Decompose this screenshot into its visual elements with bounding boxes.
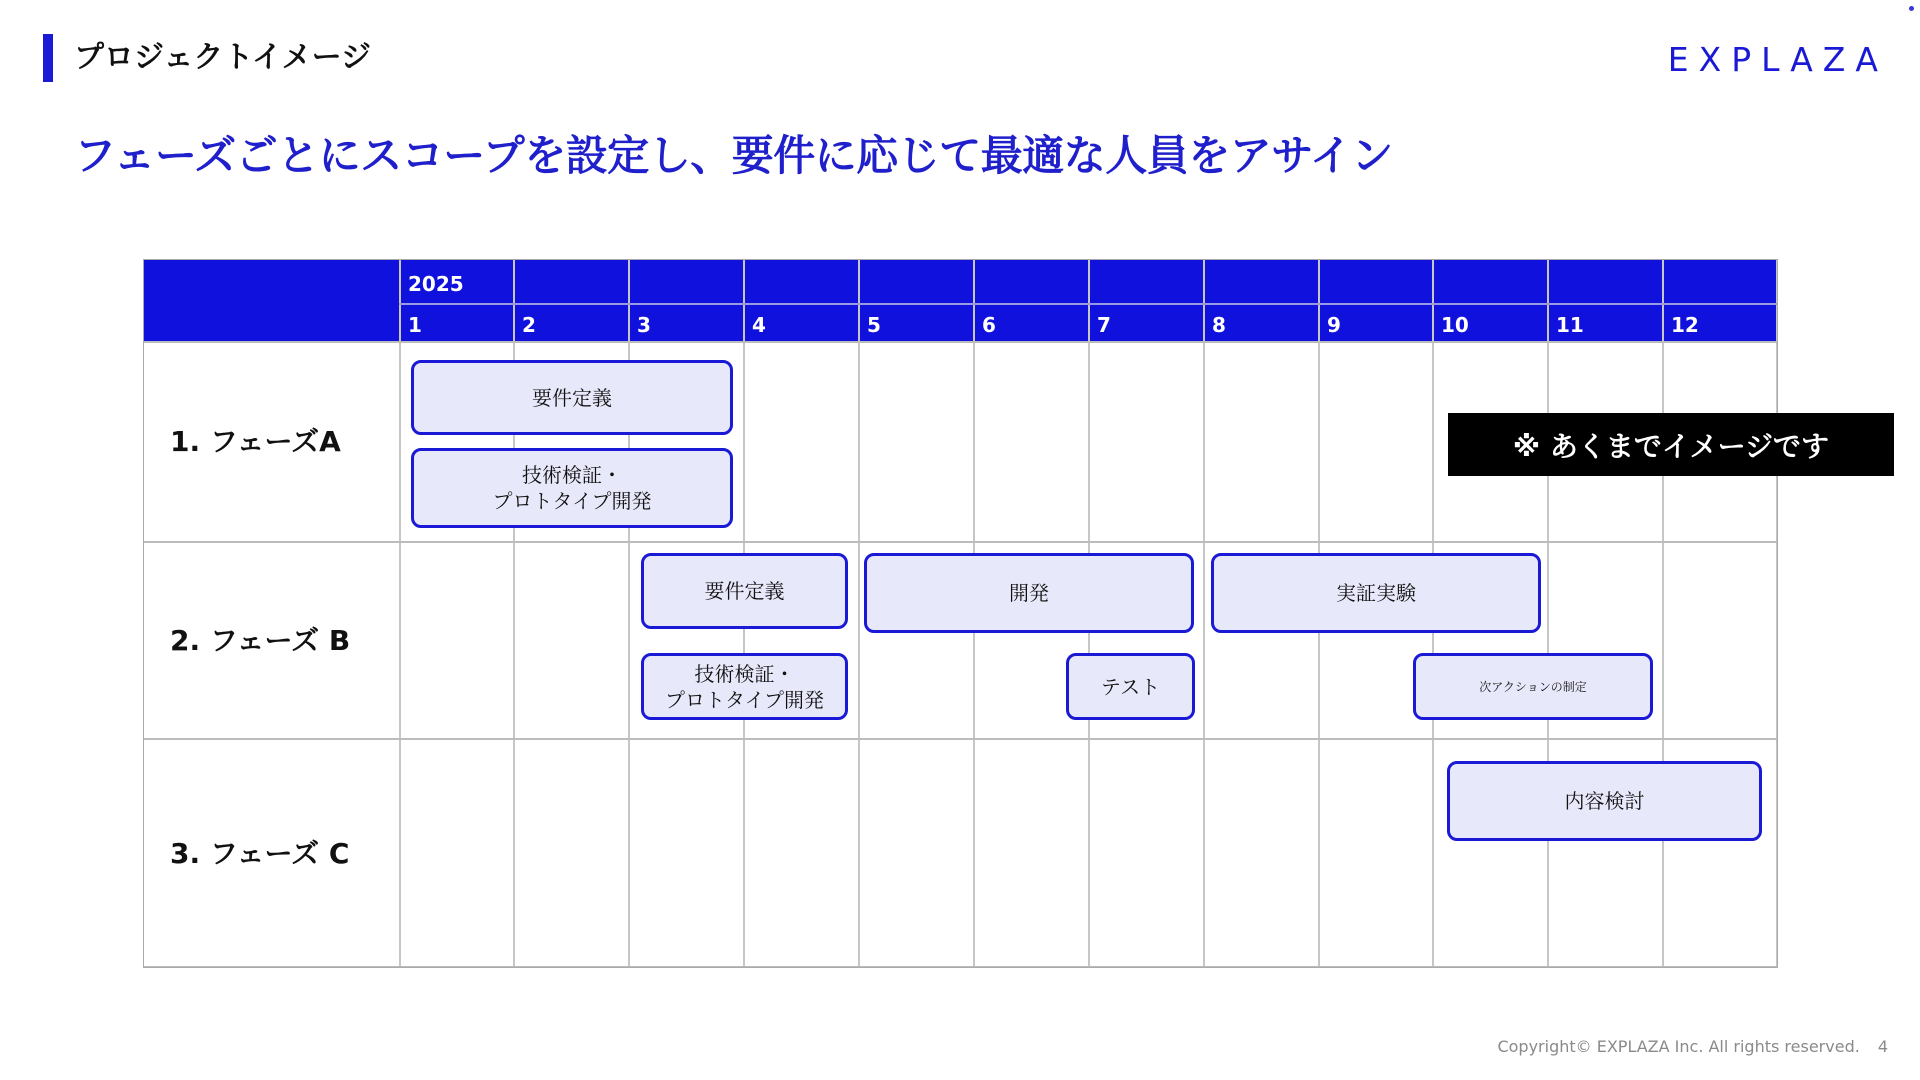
month-label: 4: [752, 313, 766, 337]
task-label: 開発: [1009, 581, 1049, 605]
month-label: 5: [867, 313, 881, 337]
task-bar: [1413, 653, 1653, 720]
month-label: 11: [1556, 313, 1584, 337]
month-label: 7: [1097, 313, 1111, 337]
month-label: 9: [1327, 313, 1341, 337]
disclaimer-note: ※ あくまでイメージです: [1448, 413, 1894, 476]
month-label: 6: [982, 313, 996, 337]
month-label: 8: [1212, 313, 1226, 337]
task-bar: [1066, 653, 1195, 720]
task-label: 技術検証・ プロトタイプ開発: [492, 463, 652, 513]
task-bar: [1211, 553, 1541, 633]
task-label: 内容検討: [1564, 789, 1645, 813]
grid-line: [1776, 259, 1778, 968]
task-bar: [864, 553, 1194, 633]
corner-dot: [1909, 6, 1914, 11]
page-number: 4: [1877, 1037, 1888, 1056]
page-headline: フェーズごとにスコープを設定し、要件に応じて最適な人員をアサイン: [74, 131, 1393, 180]
task-bar: [1447, 761, 1762, 841]
grid-line: [1203, 259, 1205, 968]
month-label: 2: [522, 313, 536, 337]
task-bar: [411, 360, 733, 435]
section-title: プロジェクトイメージ: [74, 40, 371, 75]
task-bar: [641, 553, 848, 629]
phase-a-label: 1. フェーズA: [170, 425, 341, 458]
month-label: 12: [1671, 313, 1699, 337]
section-accent-bar: [43, 34, 53, 82]
task-label: 技術検証・ プロトタイプ開発: [665, 661, 824, 712]
grid-line: [858, 259, 860, 968]
gantt-chart: [143, 259, 1778, 968]
phase-b-label: 2. フェーズ B: [170, 624, 351, 657]
row-divider: [143, 541, 1778, 543]
copyright-text: Copyright© EXPLAZA Inc. All rights reserved.: [1497, 1037, 1860, 1056]
task-bar: [411, 448, 733, 528]
row-divider: [143, 966, 1778, 968]
task-label: テスト: [1100, 674, 1161, 699]
grid-line: [1547, 259, 1549, 968]
header-divider: [399, 303, 1778, 305]
grid-line: [399, 259, 401, 968]
task-bar: [641, 653, 848, 720]
phase-c-label: 3. フェーズ C: [170, 837, 350, 870]
year-label: 2025: [408, 272, 464, 296]
month-label: 1: [408, 313, 422, 337]
task-label: 要件定義: [532, 385, 612, 410]
month-label: 3: [637, 313, 651, 337]
task-label: 実証実験: [1336, 581, 1416, 605]
explaza-logo: EXPLAZA: [1667, 40, 1888, 79]
task-label: 要件定義: [704, 579, 785, 603]
grid-line: [1662, 259, 1664, 968]
task-label: 次アクションの制定: [1479, 679, 1587, 694]
footer: [1497, 1037, 1888, 1056]
month-label: 10: [1441, 313, 1469, 337]
row-divider: [143, 341, 1778, 343]
row-divider: [143, 738, 1778, 740]
gantt-header: [143, 259, 1778, 342]
